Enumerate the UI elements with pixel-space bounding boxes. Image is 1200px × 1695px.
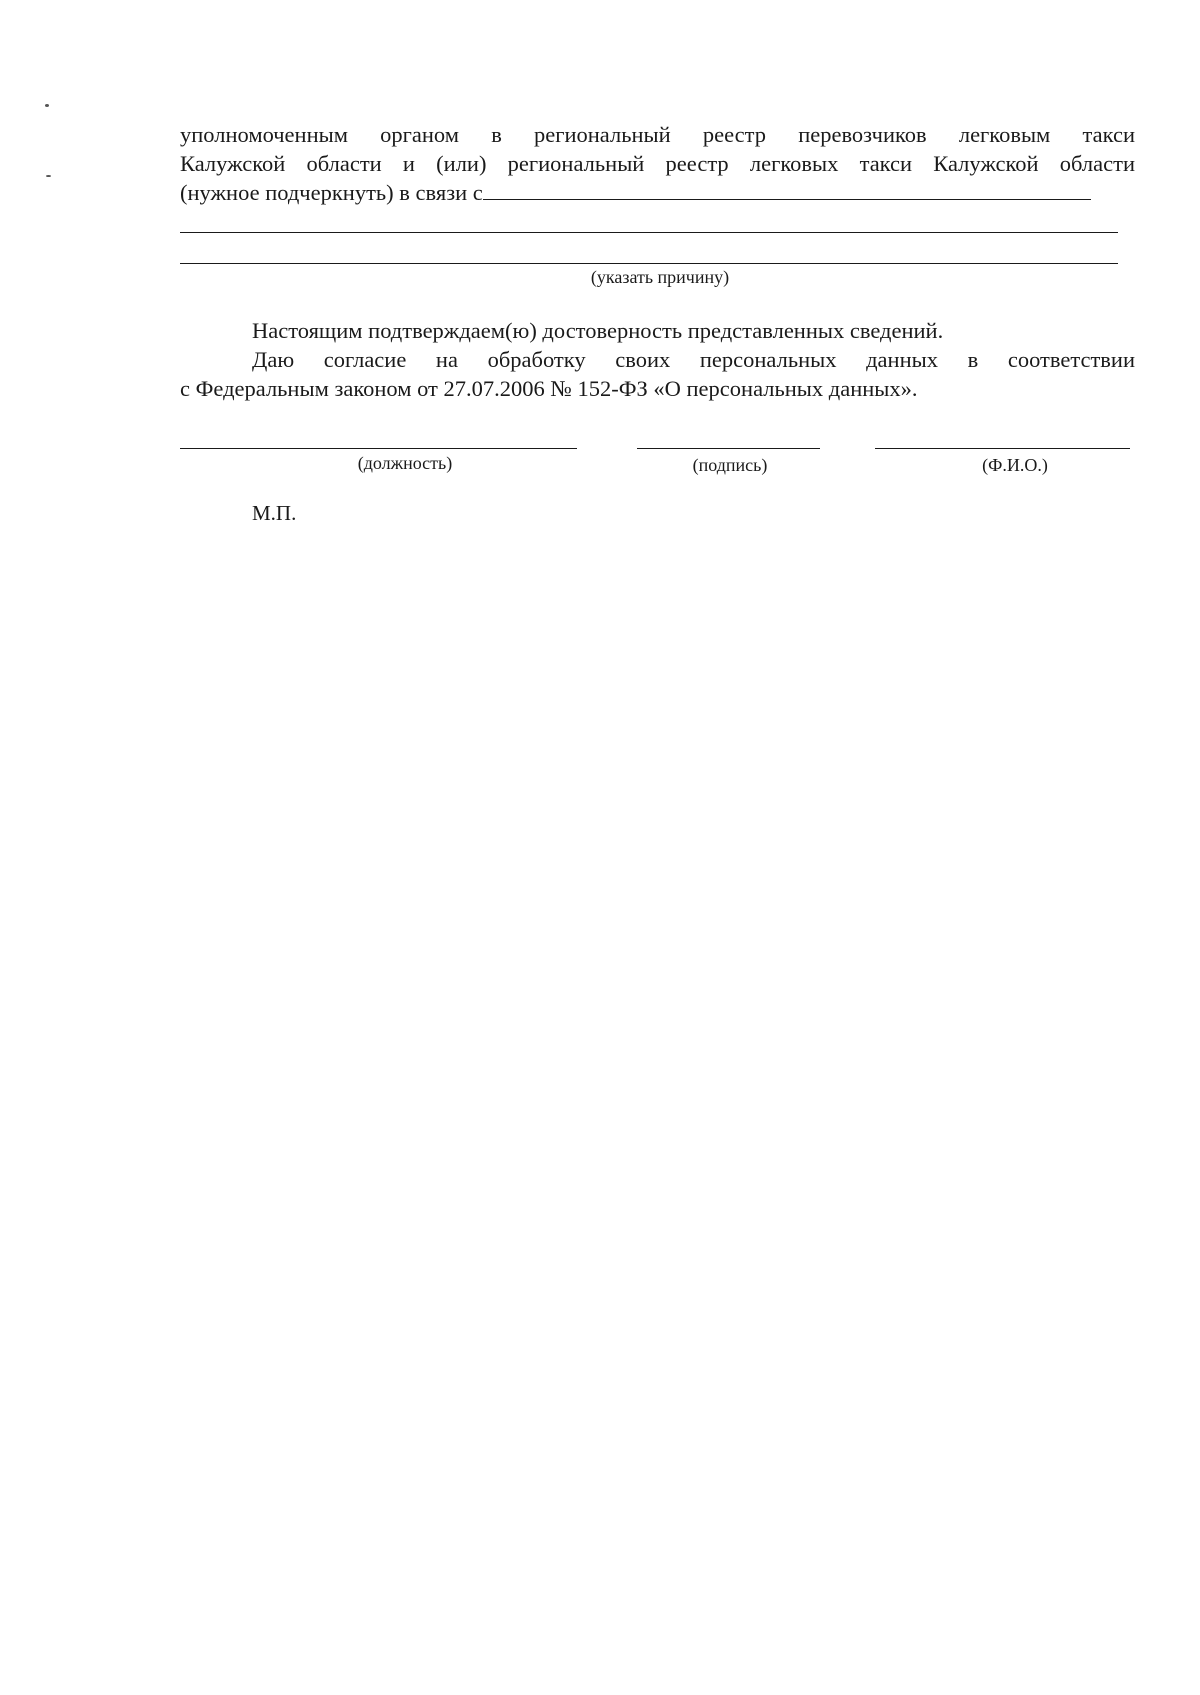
scan-speck [46,175,51,177]
signature-caption: (подпись) [692,455,768,475]
position-line[interactable] [180,448,577,449]
paragraph-line: уполномоченным органом в региональный реестр перевозчиков легковым такси [180,122,1135,147]
name-caption: (Ф.И.О.) [982,455,1048,475]
name-line[interactable] [875,448,1130,449]
reason-fill-line[interactable] [483,181,1091,200]
reason-caption: (указать причину) [590,267,730,287]
signature-line[interactable] [637,448,820,449]
position-caption: (должность) [357,453,453,473]
paragraph-line: Калужской области и (или) региональный реестр легковых такси Калужской области [180,151,1135,176]
confirmation-line: Настоящим подтверждаем(ю) достоверность представленных сведений. [252,318,944,343]
paragraph-registry [180,120,1135,207]
stamp-label: М.П. [252,501,297,525]
paragraph-confirmation [180,316,1135,403]
reason-blank-line[interactable] [180,232,1118,233]
paragraph-line [180,178,1135,207]
consent-line: с Федеральным законом от 27.07.2006 № 152-ФЗ «О персональных данных». [180,376,918,401]
reason-prefix: (нужное подчеркнуть) в связи с [180,180,483,205]
scan-speck [45,104,49,107]
consent-line: Даю согласие на обработку своих персональных данных в соответствии [252,347,1135,372]
reason-blank-line[interactable] [180,263,1118,264]
